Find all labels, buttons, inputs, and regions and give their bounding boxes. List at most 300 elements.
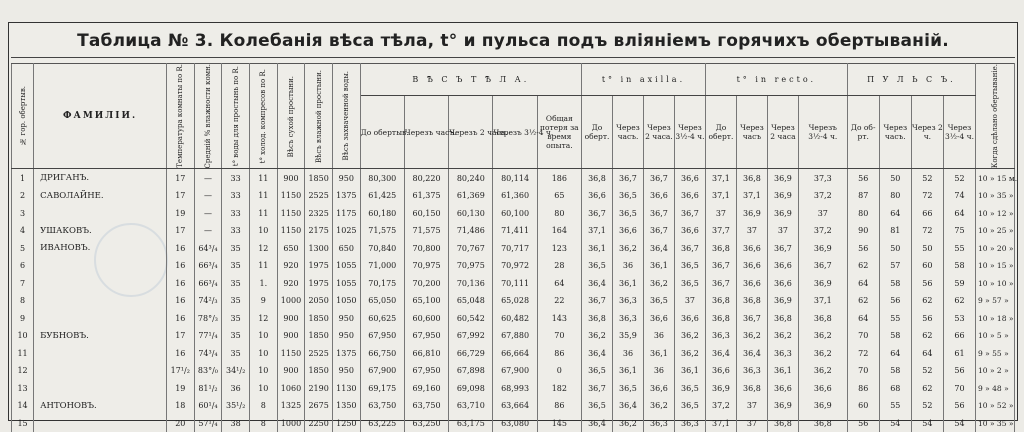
header-pulse-before: До об-рт. bbox=[847, 96, 879, 169]
header-weight-before: До обертыв. bbox=[360, 96, 404, 169]
table-cell: 63,750 bbox=[360, 397, 404, 415]
table-cell: 56 bbox=[943, 397, 975, 415]
table-cell: 64³/₄ bbox=[194, 239, 222, 257]
table-cell: 36,5 bbox=[643, 292, 674, 310]
header-weight-loss: Общая потеря за время опыта. bbox=[537, 96, 581, 169]
table-cell: 36,2 bbox=[736, 327, 767, 345]
table-cell: 12 bbox=[12, 362, 34, 380]
table-cell: 36 bbox=[643, 362, 674, 380]
table-cell: 61 bbox=[943, 344, 975, 362]
table-cell: 60,542 bbox=[449, 309, 493, 327]
table-cell: 11 bbox=[249, 204, 277, 222]
table-cell: 63,710 bbox=[449, 397, 493, 415]
table-cell: 37,2 bbox=[705, 397, 736, 415]
table-cell: 36,7 bbox=[674, 204, 705, 222]
table-cell: 10 » 52 » bbox=[976, 397, 1015, 415]
table-cell: 1060 bbox=[277, 379, 305, 397]
table-row bbox=[12, 309, 1015, 327]
table-cell: 56 bbox=[879, 292, 911, 310]
table-cell: 61,369 bbox=[449, 187, 493, 205]
table-cell: 36,8 bbox=[767, 414, 798, 432]
table-cell: 56 bbox=[847, 169, 879, 187]
table-cell: 1000 bbox=[277, 414, 305, 432]
table-cell: 4 bbox=[12, 222, 34, 240]
table-cell: 1300 bbox=[305, 239, 333, 257]
header-moisture: Средній % влажности комн. bbox=[194, 64, 222, 169]
table-cell: 900 bbox=[277, 309, 305, 327]
table-cell: 36,3 bbox=[612, 309, 643, 327]
table-cell: 66,664 bbox=[493, 344, 537, 362]
table-cell: 63,080 bbox=[493, 414, 537, 432]
table-cell: 70,175 bbox=[360, 274, 404, 292]
table-cell: 33 bbox=[222, 187, 250, 205]
header-number: № гор. обертыв. bbox=[12, 64, 34, 169]
table-row bbox=[12, 222, 1015, 240]
table-cell: 52 bbox=[911, 397, 943, 415]
table-cell: 66³/₄ bbox=[194, 257, 222, 275]
table-row bbox=[12, 274, 1015, 292]
table-cell: 36,3 bbox=[736, 362, 767, 380]
table-cell: 12 bbox=[249, 309, 277, 327]
table-cell: 36,3 bbox=[674, 414, 705, 432]
header-recto-2h: Через 2 часа bbox=[767, 96, 798, 169]
table-cell: 36,9 bbox=[798, 274, 847, 292]
table-cell: 36,8 bbox=[798, 414, 847, 432]
table-row bbox=[12, 187, 1015, 205]
table-cell: 36,1 bbox=[612, 274, 643, 292]
table-cell: 60,482 bbox=[493, 309, 537, 327]
table-cell: 7 bbox=[12, 274, 34, 292]
table-cell: 66 bbox=[911, 204, 943, 222]
table-cell: 80 bbox=[879, 187, 911, 205]
table-cell: 35 bbox=[222, 309, 250, 327]
table-cell: 80,220 bbox=[404, 169, 448, 187]
table-cell: 60,150 bbox=[404, 204, 448, 222]
table-cell: 64 bbox=[879, 204, 911, 222]
table-cell: 36,7 bbox=[767, 239, 798, 257]
table-cell: 36,5 bbox=[674, 397, 705, 415]
table-cell: 6 bbox=[12, 257, 34, 275]
table-cell: 56 bbox=[847, 414, 879, 432]
row-name-cell: АНТОНОВЪ. bbox=[34, 397, 167, 415]
table-cell: 56 bbox=[847, 239, 879, 257]
header-water-temp: t° воды для простынь по R. bbox=[222, 64, 250, 169]
table-cell: 36,2 bbox=[674, 327, 705, 345]
table-cell: 36,8 bbox=[767, 309, 798, 327]
table-cell: 1175 bbox=[332, 204, 360, 222]
table-cell: 10 bbox=[249, 379, 277, 397]
table-cell: 37 bbox=[705, 204, 736, 222]
table-cell: 62 bbox=[911, 292, 943, 310]
table-cell: 69,160 bbox=[404, 379, 448, 397]
table-cell: 36,5 bbox=[674, 257, 705, 275]
table-cell: 60¹/₄ bbox=[194, 397, 222, 415]
table-cell: 60,130 bbox=[449, 204, 493, 222]
table-cell: 71,575 bbox=[360, 222, 404, 240]
table-cell: 52 bbox=[911, 169, 943, 187]
table-cell: 78°/₃ bbox=[194, 309, 222, 327]
table-cell: 36,3 bbox=[705, 327, 736, 345]
table-cell: 62 bbox=[943, 292, 975, 310]
table-cell: 650 bbox=[332, 239, 360, 257]
table-cell: 55 bbox=[879, 309, 911, 327]
table-cell: 36,2 bbox=[643, 274, 674, 292]
table-cell: 8 bbox=[249, 397, 277, 415]
table-cell: 70,975 bbox=[449, 257, 493, 275]
header-pulse-group: П У Л Ь С Ъ. bbox=[847, 64, 975, 96]
table-body bbox=[12, 169, 1018, 432]
table-cell: 9 bbox=[12, 309, 34, 327]
table-cell: 950 bbox=[332, 327, 360, 345]
table-cell: 67,950 bbox=[360, 327, 404, 345]
table-cell: 71,000 bbox=[360, 257, 404, 275]
table-cell: 36,2 bbox=[674, 344, 705, 362]
table-cell: 36,6 bbox=[643, 309, 674, 327]
table-cell: 36,8 bbox=[736, 379, 767, 397]
table-cell: 60,625 bbox=[360, 309, 404, 327]
table-cell: 1130 bbox=[332, 379, 360, 397]
table-cell: 36,1 bbox=[581, 239, 612, 257]
table-cell: 36,5 bbox=[581, 257, 612, 275]
table-cell: 11 bbox=[249, 257, 277, 275]
table-cell: 74²/₃ bbox=[194, 292, 222, 310]
table-cell: 17¹/₂ bbox=[166, 362, 194, 380]
table-cell: 63,664 bbox=[493, 397, 537, 415]
table-cell: 36,7 bbox=[798, 257, 847, 275]
table-cell: 58 bbox=[943, 257, 975, 275]
table-cell: 36,5 bbox=[612, 204, 643, 222]
row-name-cell: ДРИГАНЪ. bbox=[34, 169, 167, 187]
table-cell: 64 bbox=[879, 344, 911, 362]
table-cell: 56 bbox=[911, 309, 943, 327]
table-cell: 75 bbox=[943, 222, 975, 240]
table-row bbox=[12, 344, 1015, 362]
table-cell: 10 » 35 » bbox=[976, 187, 1015, 205]
table-cell: 83°/₀ bbox=[194, 362, 222, 380]
table-cell: 35 bbox=[222, 344, 250, 362]
table-cell: 36,3 bbox=[612, 292, 643, 310]
table-cell: 37 bbox=[736, 222, 767, 240]
table-cell: 37,1 bbox=[581, 222, 612, 240]
table-cell: 36,9 bbox=[798, 397, 847, 415]
table-cell: 63,175 bbox=[449, 414, 493, 432]
table-cell: 64 bbox=[847, 274, 879, 292]
table-cell: 145 bbox=[537, 414, 581, 432]
table-cell: 72 bbox=[911, 187, 943, 205]
table-cell: 17 bbox=[166, 169, 194, 187]
table-cell: 17 bbox=[166, 327, 194, 345]
table-cell: 2175 bbox=[305, 222, 333, 240]
table-cell: 35 bbox=[222, 292, 250, 310]
table-cell: 66³/₄ bbox=[194, 274, 222, 292]
table-cell: 70 bbox=[847, 327, 879, 345]
table-cell: 36,6 bbox=[705, 362, 736, 380]
header-pulse-1h: Через часъ. bbox=[879, 96, 911, 169]
table-cell: 67,900 bbox=[360, 362, 404, 380]
table-row bbox=[12, 327, 1015, 345]
table-cell: 36,3 bbox=[643, 414, 674, 432]
header-names: ФАМИЛІИ. bbox=[34, 64, 167, 169]
table-cell: 37 bbox=[767, 222, 798, 240]
table-cell: 1250 bbox=[332, 414, 360, 432]
table-cell: 52 bbox=[943, 169, 975, 187]
table-cell: 10 » 20 » bbox=[976, 239, 1015, 257]
row-name-cell bbox=[34, 379, 167, 397]
table-cell: 1850 bbox=[305, 309, 333, 327]
header-temp: Температура комнаты по R. bbox=[166, 64, 194, 169]
header-axilla-group: t° in axilla. bbox=[581, 64, 705, 96]
table-cell: 35 bbox=[222, 257, 250, 275]
table-cell: 1 bbox=[12, 169, 34, 187]
header-axilla-4h: Через 3½-4 ч. bbox=[674, 96, 705, 169]
table-cell: 36,4 bbox=[581, 274, 612, 292]
table-cell: 70 bbox=[943, 379, 975, 397]
table-cell: 37,3 bbox=[798, 169, 847, 187]
table-cell: 36,9 bbox=[767, 204, 798, 222]
title-divider bbox=[11, 57, 1015, 58]
table-cell: 17 bbox=[166, 187, 194, 205]
table-cell: 10 bbox=[12, 327, 34, 345]
table-cell: 36,2 bbox=[643, 397, 674, 415]
table-cell: 70,972 bbox=[493, 257, 537, 275]
table-cell: 36,4 bbox=[581, 414, 612, 432]
table-cell: 16 bbox=[166, 292, 194, 310]
table-cell: 36,9 bbox=[767, 397, 798, 415]
table-cell: 36,6 bbox=[736, 239, 767, 257]
table-cell: 36,7 bbox=[674, 239, 705, 257]
table-cell: 60,100 bbox=[493, 204, 537, 222]
table-cell: 10 bbox=[249, 344, 277, 362]
table-cell: 61,425 bbox=[360, 187, 404, 205]
table-cell: 65,100 bbox=[404, 292, 448, 310]
table-cell: 60,600 bbox=[404, 309, 448, 327]
table-cell: 35 bbox=[222, 274, 250, 292]
table-cell: 77¹/₄ bbox=[194, 327, 222, 345]
table-row bbox=[12, 379, 1015, 397]
table-cell: 10 » 12 » bbox=[976, 204, 1015, 222]
table-cell: 1055 bbox=[332, 257, 360, 275]
table-cell: 36,7 bbox=[612, 169, 643, 187]
table-cell: 36,6 bbox=[612, 222, 643, 240]
table-cell: 37 bbox=[736, 414, 767, 432]
table-cell: 950 bbox=[332, 309, 360, 327]
table-cell: 36,6 bbox=[767, 379, 798, 397]
table-cell: 36,2 bbox=[767, 327, 798, 345]
table-cell: 1. bbox=[249, 274, 277, 292]
table-cell: 36,7 bbox=[705, 257, 736, 275]
table-cell: 2190 bbox=[305, 379, 333, 397]
table-cell: 60 bbox=[911, 257, 943, 275]
table-cell: 70,975 bbox=[404, 257, 448, 275]
table-cell: 80 bbox=[537, 204, 581, 222]
table-cell: 36,6 bbox=[643, 379, 674, 397]
table-cell: 1000 bbox=[277, 292, 305, 310]
table-cell: 36,4 bbox=[581, 344, 612, 362]
table-cell: 72 bbox=[911, 222, 943, 240]
table-cell: 37,2 bbox=[798, 187, 847, 205]
table-cell: 81¹/₂ bbox=[194, 379, 222, 397]
header-weight-group: В Ѣ С Ъ Т Ѣ Л А. bbox=[360, 64, 581, 96]
table-cell: 36,2 bbox=[612, 414, 643, 432]
table-cell: 36,4 bbox=[643, 239, 674, 257]
table-row bbox=[12, 239, 1015, 257]
table-cell: 37,1 bbox=[798, 292, 847, 310]
table-cell: 16 bbox=[166, 239, 194, 257]
table-cell: 62 bbox=[911, 327, 943, 345]
table-cell: 66 bbox=[943, 327, 975, 345]
table-cell: 20 bbox=[166, 414, 194, 432]
table-cell: 36,6 bbox=[767, 257, 798, 275]
table-cell: 37,1 bbox=[736, 187, 767, 205]
table-cell: 37,1 bbox=[705, 187, 736, 205]
row-name-cell: БУБНОВЪ. bbox=[34, 327, 167, 345]
table-cell: 37,2 bbox=[798, 222, 847, 240]
table-cell: 9 » 57 » bbox=[976, 292, 1015, 310]
table-cell: 9 » 48 » bbox=[976, 379, 1015, 397]
table-cell: 55 bbox=[879, 397, 911, 415]
header-absorbed-water: Вѣсъ захваченной воды. bbox=[332, 64, 360, 169]
table-cell: 36,3 bbox=[767, 344, 798, 362]
table-cell: 36,7 bbox=[581, 204, 612, 222]
table-cell: 67,898 bbox=[449, 362, 493, 380]
table-cell: 67,880 bbox=[493, 327, 537, 345]
table-cell: 36,6 bbox=[581, 187, 612, 205]
table-cell: 70,840 bbox=[360, 239, 404, 257]
table-cell: 36,8 bbox=[581, 309, 612, 327]
table-cell: 36,8 bbox=[705, 239, 736, 257]
page-title: Таблица № 3. Колебанія вѣса тѣла, t° и пульса подъ вліяніемъ горячихъ обертываній. bbox=[77, 31, 949, 51]
table-cell: 36,6 bbox=[674, 309, 705, 327]
table-cell: 80,300 bbox=[360, 169, 404, 187]
table-cell: 50 bbox=[911, 239, 943, 257]
table-cell: 54 bbox=[943, 414, 975, 432]
table-cell: — bbox=[194, 204, 222, 222]
table-cell: 55 bbox=[943, 239, 975, 257]
table-cell: 70,136 bbox=[449, 274, 493, 292]
table-cell: 1325 bbox=[277, 397, 305, 415]
table-cell: 1375 bbox=[332, 344, 360, 362]
table-cell: 63,750 bbox=[404, 397, 448, 415]
table-cell: 33 bbox=[222, 222, 250, 240]
table-cell: 80,240 bbox=[449, 169, 493, 187]
table-row bbox=[12, 414, 1015, 432]
table-cell: 36,5 bbox=[612, 187, 643, 205]
table-cell: 37,7 bbox=[705, 222, 736, 240]
table-cell: 36,7 bbox=[581, 379, 612, 397]
table-cell: 54 bbox=[911, 414, 943, 432]
table-cell: 950 bbox=[332, 362, 360, 380]
table-cell: 1975 bbox=[305, 274, 333, 292]
table-cell: 87 bbox=[847, 187, 879, 205]
header-axilla-2h: Через 2 часа. bbox=[643, 96, 674, 169]
table-cell: 63,225 bbox=[360, 414, 404, 432]
header-recto-1h: Через часъ bbox=[736, 96, 767, 169]
table-cell: 53 bbox=[943, 309, 975, 327]
table-cell: 16 bbox=[166, 309, 194, 327]
row-name-cell bbox=[34, 274, 167, 292]
table-cell: 10 bbox=[249, 222, 277, 240]
table-cell: 69,098 bbox=[449, 379, 493, 397]
table-cell: 36,7 bbox=[736, 309, 767, 327]
table-cell: 71,486 bbox=[449, 222, 493, 240]
table-cell: 37 bbox=[674, 292, 705, 310]
table-cell: 72 bbox=[847, 344, 879, 362]
table-cell: 2525 bbox=[305, 344, 333, 362]
table-cell: 36,6 bbox=[674, 222, 705, 240]
table-cell: 67,950 bbox=[404, 327, 448, 345]
table-cell: 1850 bbox=[305, 362, 333, 380]
header-cold-compress: t° холод. компресов по R. bbox=[249, 64, 277, 169]
row-name-cell: САВОЛАЙНЕ. bbox=[34, 187, 167, 205]
row-name-cell bbox=[34, 362, 167, 380]
table-cell: 1350 bbox=[332, 397, 360, 415]
table-cell: 36,6 bbox=[674, 169, 705, 187]
table-cell: 2325 bbox=[305, 204, 333, 222]
table-cell: 1150 bbox=[277, 187, 305, 205]
table-cell: 35,9 bbox=[612, 327, 643, 345]
table-cell: 35 bbox=[222, 327, 250, 345]
table-cell: 36,9 bbox=[767, 292, 798, 310]
table-cell: 37 bbox=[798, 204, 847, 222]
table-cell: 16 bbox=[166, 274, 194, 292]
table-cell: 36,7 bbox=[643, 169, 674, 187]
table-cell: 900 bbox=[277, 327, 305, 345]
table-cell: 14 bbox=[12, 397, 34, 415]
table-cell: 36,9 bbox=[767, 187, 798, 205]
table-cell: 81 bbox=[879, 222, 911, 240]
table-cell: 60 bbox=[847, 397, 879, 415]
table-cell: 36,5 bbox=[581, 397, 612, 415]
table-cell: 37,1 bbox=[705, 169, 736, 187]
table-cell: 1055 bbox=[332, 274, 360, 292]
table-cell: 68 bbox=[879, 379, 911, 397]
table-cell: 11 bbox=[12, 344, 34, 362]
table-cell: 36,6 bbox=[674, 187, 705, 205]
table-cell: 36,9 bbox=[736, 204, 767, 222]
table-cell: 36,4 bbox=[705, 344, 736, 362]
table-cell: 2250 bbox=[305, 414, 333, 432]
table-cell: 67,900 bbox=[493, 362, 537, 380]
table-cell: 12 bbox=[249, 239, 277, 257]
table-cell: 60,180 bbox=[360, 204, 404, 222]
table-cell: 1050 bbox=[332, 292, 360, 310]
table-cell: 36,5 bbox=[581, 362, 612, 380]
table-cell: 86 bbox=[537, 397, 581, 415]
row-name-cell bbox=[34, 292, 167, 310]
table-cell: 54 bbox=[879, 414, 911, 432]
table-cell: 38 bbox=[222, 414, 250, 432]
table-cell: 17 bbox=[166, 222, 194, 240]
table-cell: 164 bbox=[537, 222, 581, 240]
table-cell: 8 bbox=[12, 292, 34, 310]
table-cell: 36,7 bbox=[643, 204, 674, 222]
table-cell: 57 bbox=[879, 257, 911, 275]
table-cell: 70,800 bbox=[404, 239, 448, 257]
table-cell: 10 » 10 » bbox=[976, 274, 1015, 292]
table-cell: 36 bbox=[612, 257, 643, 275]
header-weight-2h: Черезъ 2 часа. bbox=[449, 96, 493, 169]
table-cell: 50 bbox=[879, 239, 911, 257]
header-dry-sheet: Вѣсъ сухой простыни. bbox=[277, 64, 305, 169]
header-wet-sheet: Вѣсъ влажной простыни. bbox=[305, 64, 333, 169]
table-cell: 71,575 bbox=[404, 222, 448, 240]
table-cell: 70,717 bbox=[493, 239, 537, 257]
table-cell: 63,250 bbox=[404, 414, 448, 432]
table-cell: 65,050 bbox=[360, 292, 404, 310]
table-cell: 71,411 bbox=[493, 222, 537, 240]
row-name-cell bbox=[34, 257, 167, 275]
table-cell: 36,7 bbox=[643, 222, 674, 240]
